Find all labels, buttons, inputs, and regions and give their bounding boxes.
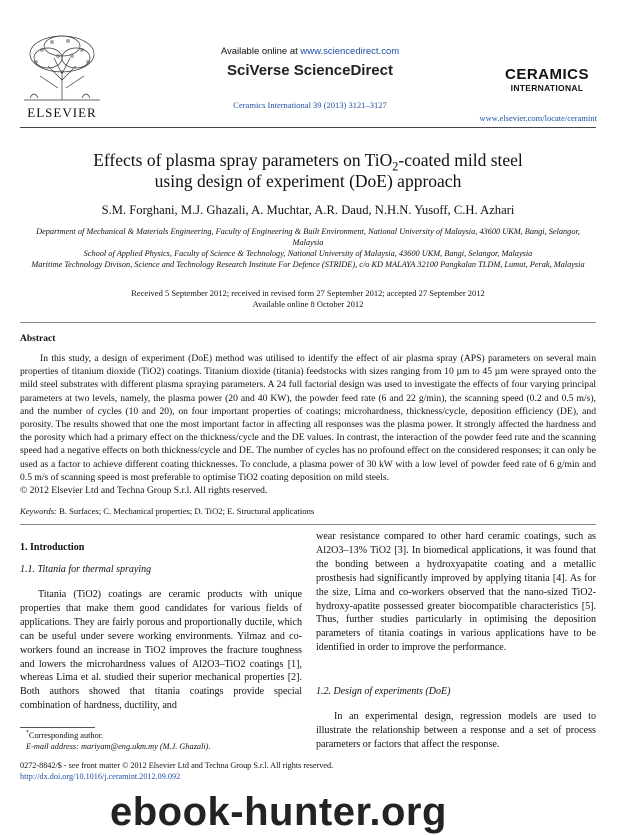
journal-title-line1: CERAMICS <box>504 66 589 83</box>
subsection-heading-titania: 1.1. Titania for thermal spraying <box>20 564 152 575</box>
journal-citation[interactable]: Ceramics International 39 (2013) 3121–3127 <box>233 100 387 110</box>
title-line-2: using design of experiment (DoE) approach <box>154 171 462 191</box>
received-dates: Received 5 September 2012; received in revised form 27 September 2012; accepted 27 September 2012 <box>131 288 485 298</box>
doe-paragraph-1: In an experimental design, regression models are used to illustrate the relationship between a response and a set of process parameters or factors that affect the response. <box>316 711 596 750</box>
left-column-paragraph <box>20 588 302 713</box>
sciencedirect-link[interactable]: www.sciencedirect.com <box>300 46 400 57</box>
article-dates <box>20 288 596 310</box>
available-online-date: Available online 8 October 2012 <box>252 299 364 309</box>
affiliation-b: School of Applied Physics, Faculty of Science & Technology, National University of Malaysia, 43600 UKM, Bangi, Selangor, Malaysia <box>83 249 533 258</box>
elsevier-logo <box>18 32 106 120</box>
keywords-list: B. Surfaces; C. Mechanical properties; D. TiO2; E. Structural applications <box>59 506 315 516</box>
header-rule <box>20 127 596 128</box>
keywords-label: Keywords: <box>20 506 57 516</box>
article-title <box>20 150 596 192</box>
corresponding-author-note: *Corresponding author. <box>26 730 104 740</box>
sciverse-sciencedirect-logo: SciVerse ScienceDirect <box>227 62 393 79</box>
intro-paragraph-1: Titania (TiO2) coatings are ceramic products with unique properties that make them good candidates for various fields of applications. They are fairly porous and proportionally ductile, which can be useful under severe working environments. Yilmaz and co-workers found an increase in TiO2 improves the fracture toughness and lowers the microhardness values of Al2O3–TiO2 coatings [1], whereas Lima et al. studied their superior mechanical properties [2]. Both authors showed that titania coatings provide special combination of hardness, ductility, and <box>20 589 302 712</box>
title-line-1: Effects of plasma spray parameters on TiO$_2$-coated mild steel <box>93 150 523 174</box>
doi-link[interactable]: http://dx.doi.org/10.1016/j.ceramint.2012.09.092 <box>20 772 181 781</box>
abstract-text: In this study, a design of experiment (DoE) method was utilised to identify the effect of air plasma spray (APS) parameters on several main properties of titanium dioxide (TiO2) coatings. Titanium dioxide (titania) feedstocks with sizes ranging from 10 µm to 45 µm were sprayed onto the mild steel substrates with different plasma spraying parameters. A 24 full factorial design was used to investigate the effects of four varying principal parameters at two levels, namely, the plasma power (20 and 40 KW), the powder feed rate (6 and 22 g/min), the scanning speed (0.2 and 0.5 m/s), and the number of cycles (10 and 20), on four important properties of coatings; microhardness, thickness/cycle, deposition efficiency (DE), and porosity. The results showed that one the most important factor in affecting all responses was the plasma power. It strongly affected the hardness and the porosity which had a primary effect on the thickness/cycle and the DE values. In contrast, the interaction of the powder feed rate and the scanning speed had a negative effects on both thickness/cycle and DE. The number of cycles has no profound effect on the considered responses; it can only be used as a factor to achieve different coating thicknesses. To conclude, a plasma power of 30 kW with a low level of powder feed rate of 6 g/min and 0.5 m/s of scanning speed is most preferable to optimise TiO2 coating deposition on mild steels. <box>20 353 596 483</box>
abstract-heading: Abstract <box>20 334 56 344</box>
affiliation-c: Maritime Technology Divison, Science and Technology Research Institute For Defence (STRIDE), c/o KD MALAYA 32100 Pangkalan TLDM, Lumut, Perak, Malaysia <box>31 260 585 269</box>
abstract-copyright: © 2012 Elsevier Ltd and Techna Group S.r.l. All rights reserved. <box>20 485 268 496</box>
available-online-line <box>160 46 460 57</box>
journal-homepage-link[interactable]: www.elsevier.com/locate/ceramint <box>479 113 597 123</box>
author-list <box>20 203 596 218</box>
watermark-text: ebook-hunter.org <box>110 790 447 834</box>
keywords-line <box>20 506 596 516</box>
elsevier-wordmark: ELSEVIER <box>27 105 97 120</box>
section-heading-introduction: 1. Introduction <box>20 542 85 553</box>
journal-title-line2: INTERNATIONAL <box>510 83 584 93</box>
right-column-paragraph <box>316 530 596 655</box>
abstract-bottom-rule <box>20 524 596 525</box>
available-online-label: Available online at <box>220 46 298 57</box>
elsevier-tree-icon <box>18 32 106 102</box>
right-column-paragraph-doe <box>316 710 596 752</box>
subsection-heading-doe: 1.2. Design of experiments (DoE) <box>316 686 451 697</box>
author-names: S.M. Forghani, M.J. Ghazali, A. Muchtar, A.R. Daud, N.H.N. Yusoff, C.H. Azhari <box>101 203 515 217</box>
affiliations <box>30 226 586 270</box>
intro-paragraph-2: wear resistance compared to other hard ceramic coatings, such as Al2O3–13% TiO2 [3]. In biomedical applications, it was found that the bonding between a hydroxyapatite coating and a metallic prosthesis had significantly improved by applying titania [4]. As for the size, Lima and co-workers observed that the nano-sized TiO2-hydroxy-apatite possessed greater biocompatible characteristics [5]. Thus, further studies particularly in optimising the deposition parameters of titania coatings in various applications have to be identified in order to improve the performance. <box>316 531 596 654</box>
abstract-top-rule <box>20 322 596 323</box>
issn-line: 0272-8842/$ - see front matter © 2012 Elsevier Ltd and Techna Group S.r.l. All rights reserved. <box>20 761 334 770</box>
footnote <box>26 730 302 752</box>
footnote-rule <box>20 727 95 728</box>
affiliation-a: Department of Mechanical & Materials Engineering, Faculty of Engineering & Built Environment, National University of Malaysia, 43600 UKM, Bangi, Selangor, Malaysia <box>36 227 580 247</box>
author-email: E-mail address: mariyam@eng.ukm.my (M.J. Ghazali). <box>26 742 211 751</box>
journal-logo <box>497 66 597 93</box>
page-footer <box>20 760 596 782</box>
